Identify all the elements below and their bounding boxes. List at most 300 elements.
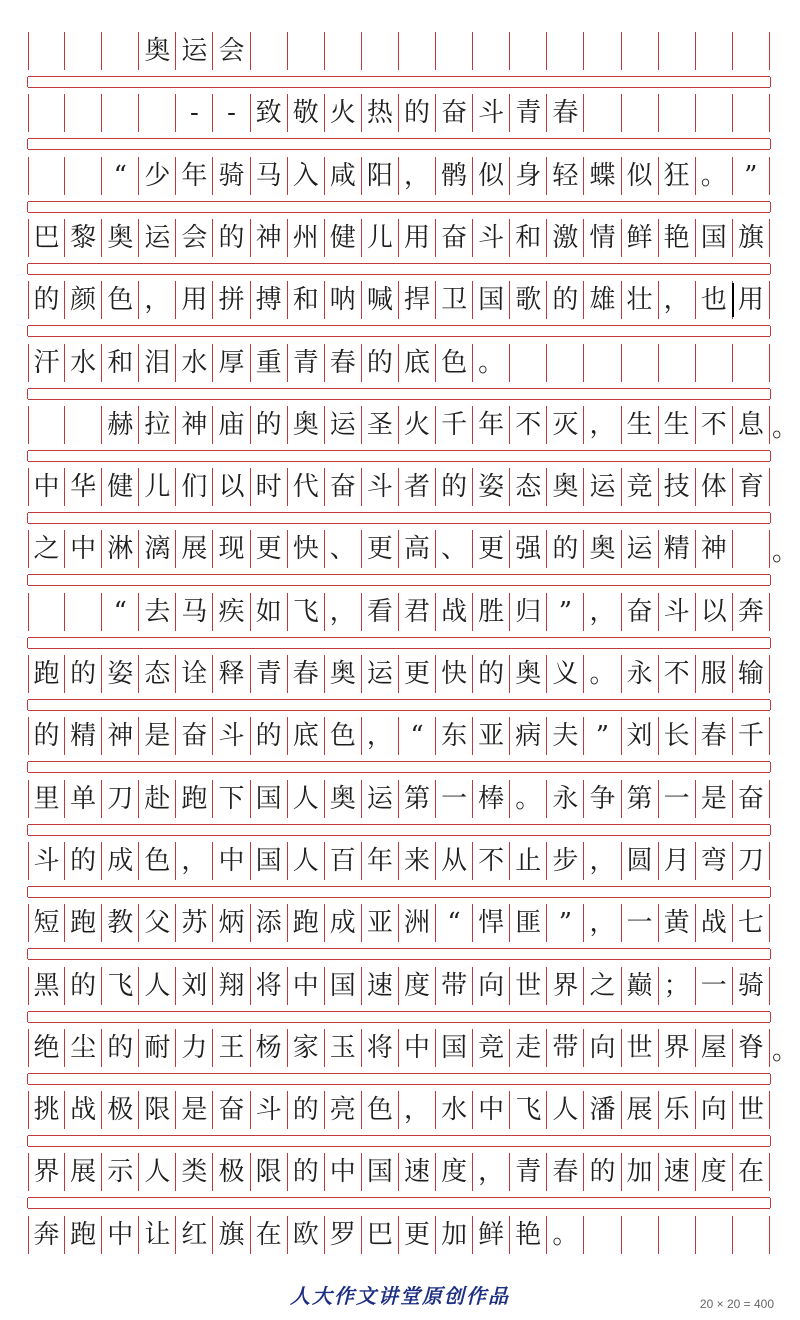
grid-cell: 运	[622, 530, 659, 568]
grid-cell: 国	[251, 780, 288, 818]
grid-cell: 不	[659, 655, 696, 693]
grid-cell: 展	[176, 530, 213, 568]
grid-cell	[65, 94, 102, 132]
grid-cell: 奥	[102, 219, 139, 257]
grid-cell	[733, 344, 770, 382]
grid-cell	[28, 593, 65, 631]
row-separator	[28, 699, 770, 711]
grid-cell	[362, 32, 399, 70]
grid-cell: 潘	[584, 1091, 621, 1129]
grid-cell: 诠	[176, 655, 213, 693]
grid-cell: 加	[622, 1153, 659, 1191]
grid-cell: 战	[696, 904, 733, 942]
grid-cell	[28, 406, 65, 444]
grid-cell: 一	[659, 780, 696, 818]
grid-cell: 人	[288, 842, 325, 880]
grid-cell: 亮	[325, 1091, 362, 1129]
grid-cell: 强	[510, 530, 547, 568]
grid-cell: 走	[510, 1029, 547, 1067]
grid-row	[28, 157, 770, 195]
grid-cell: 匪	[510, 904, 547, 942]
grid-cell: 国	[436, 1029, 473, 1067]
grid-cell: 去	[139, 593, 176, 631]
grid-cell: 悍	[473, 904, 510, 942]
grid-cell: 者	[399, 468, 436, 506]
grid-cell: 身	[510, 157, 547, 195]
grid-cell: 。	[547, 1216, 584, 1254]
grid-cell: 技	[659, 468, 696, 506]
grid-cell: 水	[176, 344, 213, 382]
grid-cell: 、	[436, 530, 473, 568]
grid-cell: 健	[325, 219, 362, 257]
grid-cell: 春	[547, 1153, 584, 1191]
grid-cell: 在	[251, 1216, 288, 1254]
grid-cell: 度	[399, 967, 436, 1005]
grid-cell: 的	[399, 94, 436, 132]
grid-cell	[251, 32, 288, 70]
grid-cell: 人	[139, 1153, 176, 1191]
grid-cell: 敬	[288, 94, 325, 132]
grid-cell: 青	[251, 655, 288, 693]
grid-row	[28, 967, 770, 1005]
grid-cell: 千	[733, 717, 770, 755]
grid-cell: 服	[696, 655, 733, 693]
grid-cell: 青	[510, 94, 547, 132]
grid-cell: 人	[139, 967, 176, 1005]
grid-row	[28, 780, 770, 818]
row-separator	[28, 201, 770, 213]
grid-cell: 界	[28, 1153, 65, 1191]
grid-cell: 展	[622, 1091, 659, 1129]
grid-cell: 带	[547, 1029, 584, 1067]
grid-cell: 水	[436, 1091, 473, 1129]
grid-cell: 和	[510, 219, 547, 257]
grid-cell: 跑	[65, 1216, 102, 1254]
grid-cell: 竞	[622, 468, 659, 506]
grid-cell: 速	[659, 1153, 696, 1191]
grid-cell: 速	[399, 1153, 436, 1191]
grid-cell: 示	[102, 1153, 139, 1191]
grid-cell: 漓	[139, 530, 176, 568]
grid-cell: 姿	[473, 468, 510, 506]
grid-cell: 乐	[659, 1091, 696, 1129]
grid-cell	[510, 344, 547, 382]
grid-cell	[510, 32, 547, 70]
grid-cell: 奔	[28, 1216, 65, 1254]
grid-cell: 也	[696, 281, 733, 319]
row-separator	[28, 948, 770, 960]
grid-cell: 卫	[436, 281, 473, 319]
row-separator	[28, 388, 770, 400]
grid-cell: 骑	[213, 157, 250, 195]
row-separator	[28, 574, 770, 586]
grid-cell: 是	[176, 1091, 213, 1129]
grid-row	[28, 219, 770, 257]
grid-cell: ；	[659, 967, 696, 1005]
grid-cell: ，	[176, 842, 213, 880]
grid-cell	[139, 94, 176, 132]
grid-cell	[584, 344, 621, 382]
grid-cell	[659, 1216, 696, 1254]
grid-cell: 圆	[622, 842, 659, 880]
grid-cell: 和	[288, 281, 325, 319]
grid-row	[28, 1216, 770, 1254]
grid-cell: ，	[584, 593, 621, 631]
grid-cell: 从	[436, 842, 473, 880]
grid-cell: 厚	[213, 344, 250, 382]
grid-cell: 黎	[65, 219, 102, 257]
grid-cell: 的	[547, 281, 584, 319]
row-separator	[28, 886, 770, 898]
grid-cell: 在	[733, 1153, 770, 1191]
grid-cell: 华	[65, 468, 102, 506]
grid-cell: 儿	[362, 219, 399, 257]
grid-cell: 的	[65, 967, 102, 1005]
grid-cell: 运	[362, 655, 399, 693]
grid-cell: 的	[65, 655, 102, 693]
grid-cell: 百	[325, 842, 362, 880]
grid-cell: 精	[65, 717, 102, 755]
grid-cell: 艳	[510, 1216, 547, 1254]
grid-cell: 水	[65, 344, 102, 382]
grid-cell	[325, 32, 362, 70]
grid-cell: 和	[102, 344, 139, 382]
grid-cell: 屋	[696, 1029, 733, 1067]
grid-cell: 斗	[251, 1091, 288, 1129]
grid-cell: 更	[362, 530, 399, 568]
grid-cell: 儿	[139, 468, 176, 506]
grid-cell: 国	[473, 281, 510, 319]
grid-cell: 王	[213, 1029, 250, 1067]
grid-cell: 跑	[65, 904, 102, 942]
grid-cell: 健	[102, 468, 139, 506]
grid-cell: 春	[547, 94, 584, 132]
grid-cell: 青	[510, 1153, 547, 1191]
grid-cell: “	[102, 157, 139, 195]
grid-cell: 止	[510, 842, 547, 880]
grid-cell: 的	[28, 281, 65, 319]
grid-cell: 汗	[28, 344, 65, 382]
grid-cell: 家	[288, 1029, 325, 1067]
grid-cell: 挑	[28, 1091, 65, 1129]
grid-cell: 向	[584, 1029, 621, 1067]
grid-cell: 捍	[399, 281, 436, 319]
grid-cell: 夫	[547, 717, 584, 755]
grid-cell	[733, 32, 770, 70]
grid-cell: 的	[213, 219, 250, 257]
grid-cell: 奋	[622, 593, 659, 631]
grid-cell: 运	[176, 32, 213, 70]
grid-cell: 灭	[547, 406, 584, 444]
grid-cell: 奋	[176, 717, 213, 755]
grid-cell: 年	[473, 406, 510, 444]
grid-cell: 长	[659, 717, 696, 755]
grid-cell: 。	[584, 655, 621, 693]
grid-row	[28, 406, 770, 444]
grid-cell	[28, 94, 65, 132]
grid-cell: 七	[733, 904, 770, 942]
grid-cell	[102, 94, 139, 132]
row-separator	[28, 325, 770, 337]
grid-cell: 飞	[102, 967, 139, 1005]
grid-cell: 极	[213, 1153, 250, 1191]
grid-cell: 棒	[473, 780, 510, 818]
grid-cell: 飞	[510, 1091, 547, 1129]
grid-cell: 界	[547, 967, 584, 1005]
grid-row	[28, 717, 770, 755]
grid-cell: 国	[696, 219, 733, 257]
grid-cell: 鹘	[436, 157, 473, 195]
grid-row	[28, 593, 770, 631]
grid-cell: 归	[510, 593, 547, 631]
grid-cell: 亚	[473, 717, 510, 755]
grid-cell: 步	[547, 842, 584, 880]
grid-cell	[65, 593, 102, 631]
grid-cell: 育	[733, 468, 770, 506]
grid-cell: 巴	[28, 219, 65, 257]
grid-cell: 让	[139, 1216, 176, 1254]
grid-cell: 中	[325, 1153, 362, 1191]
grid-cell: 的	[584, 1153, 621, 1191]
footer-credit: 人大作文讲堂原创作品	[290, 1284, 510, 1308]
grid-cell: 以	[213, 468, 250, 506]
grid-cell: 生	[622, 406, 659, 444]
grid-cell: 搏	[251, 281, 288, 319]
grid-cell: 极	[102, 1091, 139, 1129]
grid-cell	[659, 344, 696, 382]
grid-cell: 的	[251, 406, 288, 444]
grid-cell: 是	[139, 717, 176, 755]
row-separator	[28, 450, 770, 462]
grid-cell: 不	[473, 842, 510, 880]
grid-cell: 度	[696, 1153, 733, 1191]
grid-cell: 国	[325, 967, 362, 1005]
grid-cell	[102, 32, 139, 70]
grid-cell: 人	[547, 1091, 584, 1129]
grid-cell: 世	[622, 1029, 659, 1067]
grid-cell	[733, 530, 770, 568]
grid-cell: 炳	[213, 904, 250, 942]
grid-cell: ，	[139, 281, 176, 319]
grid-cell: 战	[436, 593, 473, 631]
grid-cell: 斗	[213, 717, 250, 755]
row-separator	[28, 1197, 770, 1209]
grid-cell: 的	[473, 655, 510, 693]
grid-row	[28, 1091, 770, 1129]
grid-cell: 君	[399, 593, 436, 631]
row-separator	[28, 76, 770, 88]
grid-cell: 的	[436, 468, 473, 506]
grid-cell: 力	[176, 1029, 213, 1067]
grid-cell	[65, 406, 102, 444]
grid-cell: 旗	[733, 219, 770, 257]
grid-cell: “	[102, 593, 139, 631]
grid-cell: 更	[399, 1216, 436, 1254]
grid-cell: 脊	[733, 1029, 770, 1067]
grid-cell: 入	[288, 157, 325, 195]
grid-cell: 向	[473, 967, 510, 1005]
grid-cell: 息	[733, 406, 770, 444]
grid-cell: 刀	[102, 780, 139, 818]
grid-cell: 成	[325, 904, 362, 942]
grid-cell: 色	[139, 842, 176, 880]
grid-cell: 少	[139, 157, 176, 195]
grid-cell: 马	[251, 157, 288, 195]
grid-cell: 黄	[659, 904, 696, 942]
grid-cell: 会	[213, 32, 250, 70]
grid-cell: 跑	[288, 904, 325, 942]
grid-cell: 红	[176, 1216, 213, 1254]
grid-cell: 拼	[213, 281, 250, 319]
grid-cell	[584, 1216, 621, 1254]
grid-cell	[288, 32, 325, 70]
grid-cell: 战	[65, 1091, 102, 1129]
grid-cell: 似	[622, 157, 659, 195]
row-separator	[28, 1011, 770, 1023]
grid-cell: -	[176, 94, 213, 132]
grid-cell: 。	[473, 344, 510, 382]
grid-cell: 斗	[362, 468, 399, 506]
row-separator	[28, 824, 770, 836]
grid-cell: 跑	[176, 780, 213, 818]
grid-cell: 运	[362, 780, 399, 818]
grid-cell: 火	[399, 406, 436, 444]
grid-cell: 拉	[139, 406, 176, 444]
grid-cell: 世	[733, 1091, 770, 1129]
grid-cell: 斗	[473, 94, 510, 132]
row-separator	[28, 637, 770, 649]
grid-row	[28, 344, 770, 382]
grid-cell: “	[399, 717, 436, 755]
grid-cell: 快	[288, 530, 325, 568]
grid-cell: 运	[584, 468, 621, 506]
grid-cell: 的	[288, 1091, 325, 1129]
grid-cell: 中	[473, 1091, 510, 1129]
grid-cell: 代	[288, 468, 325, 506]
grid-cell: 淋	[102, 530, 139, 568]
grid-cell: 带	[436, 967, 473, 1005]
grid-cell: 阳	[362, 157, 399, 195]
grid-cell: 色	[102, 281, 139, 319]
grid-cell: 庙	[213, 406, 250, 444]
grid-cell: 奋	[436, 219, 473, 257]
grid-cell: 用	[176, 281, 213, 319]
grid-cell	[584, 94, 621, 132]
grid-cell: 义	[547, 655, 584, 693]
grid-cell: ，	[399, 157, 436, 195]
grid-row	[28, 655, 770, 693]
grid-cell: 东	[436, 717, 473, 755]
grid-cell: 限	[251, 1153, 288, 1191]
grid-cell: 赫	[102, 406, 139, 444]
grid-cell: 亚	[362, 904, 399, 942]
grid-cell: 用	[733, 281, 770, 319]
grid-cell: 蝶	[584, 157, 621, 195]
grid-cell: 杨	[251, 1029, 288, 1067]
grid-cell: 短	[28, 904, 65, 942]
grid-cell: 鲜	[473, 1216, 510, 1254]
grid-cell: 壮	[622, 281, 659, 319]
grid-cell: 月	[659, 842, 696, 880]
grid-cell: 添	[251, 904, 288, 942]
grid-cell: 苏	[176, 904, 213, 942]
grid-cell: 致	[251, 94, 288, 132]
grid-cell: 喊	[362, 281, 399, 319]
overflow-punctuation: 。	[772, 536, 799, 567]
grid-cell	[65, 157, 102, 195]
grid-cell: 千	[436, 406, 473, 444]
grid-cell: 现	[213, 530, 250, 568]
grid-cell: 翔	[213, 967, 250, 1005]
grid-cell: 类	[176, 1153, 213, 1191]
grid-cell: 泪	[139, 344, 176, 382]
grid-cell: 底	[399, 344, 436, 382]
grid-cell: 更	[251, 530, 288, 568]
grid-cell: 更	[473, 530, 510, 568]
grid-cell: 骑	[733, 967, 770, 1005]
grid-cell: 绝	[28, 1029, 65, 1067]
grid-cell: 们	[176, 468, 213, 506]
grid-cell: 洲	[399, 904, 436, 942]
grid-cell	[696, 344, 733, 382]
grid-cell: ”	[547, 593, 584, 631]
grid-cell	[436, 32, 473, 70]
grid-cell: 限	[139, 1091, 176, 1129]
grid-cell: 奋	[733, 780, 770, 818]
grid-cell: 斗	[659, 593, 696, 631]
grid-cell: 欧	[288, 1216, 325, 1254]
grid-cell: 奔	[733, 593, 770, 631]
grid-cell: 里	[28, 780, 65, 818]
grid-cell	[622, 1216, 659, 1254]
grid-row	[28, 1153, 770, 1191]
grid-cell	[547, 32, 584, 70]
grid-cell: 马	[176, 593, 213, 631]
grid-cell: ”	[733, 157, 770, 195]
grid-cell: 奋	[325, 468, 362, 506]
grid-cell: 春	[696, 717, 733, 755]
grid-cell: 态	[139, 655, 176, 693]
grid-row	[28, 1029, 770, 1067]
grid-cell: 展	[65, 1153, 102, 1191]
grid-cell: 永	[547, 780, 584, 818]
grid-cell: 奋	[436, 94, 473, 132]
grid-cell: 刘	[622, 717, 659, 755]
grid-cell: 界	[659, 1029, 696, 1067]
grid-cell: 一	[436, 780, 473, 818]
grid-cell: 以	[696, 593, 733, 631]
grid-cell: 竞	[473, 1029, 510, 1067]
grid-cell: “	[436, 904, 473, 942]
grid-cell: 不	[510, 406, 547, 444]
grid-counter: 20 × 20 = 400	[699, 1297, 774, 1311]
grid-cell	[28, 157, 65, 195]
grid-cell	[659, 32, 696, 70]
grid-cell: 度	[436, 1153, 473, 1191]
grid-cell: 输	[733, 655, 770, 693]
grid-cell: 争	[584, 780, 621, 818]
grid-cell: 中	[288, 967, 325, 1005]
grid-cell: 狂	[659, 157, 696, 195]
grid-cell: 奥	[584, 530, 621, 568]
grid-cell: 中	[65, 530, 102, 568]
grid-cell: 州	[288, 219, 325, 257]
grid-cell: 斗	[473, 219, 510, 257]
grid-cell: 色	[325, 717, 362, 755]
grid-row	[28, 530, 770, 568]
grid-cell: 火	[325, 94, 362, 132]
grid-cell	[659, 94, 696, 132]
